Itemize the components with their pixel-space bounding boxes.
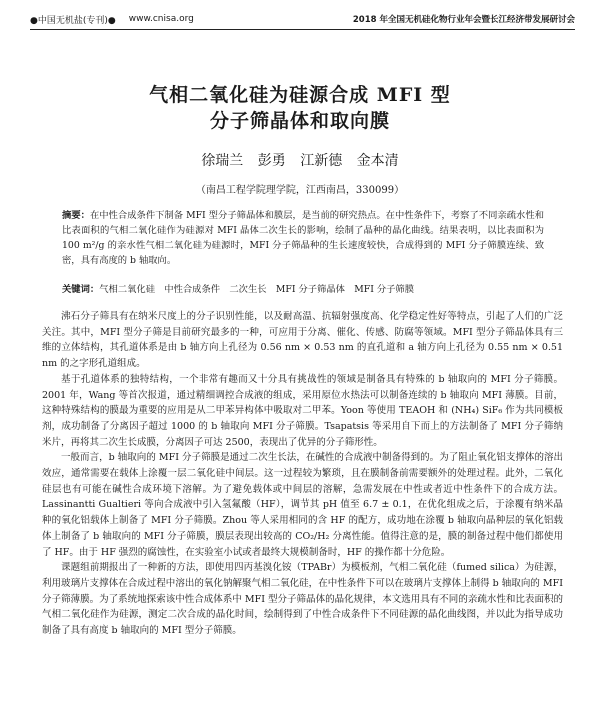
conference-name: 2018 年全国无机硅化物行业年会暨长江经济带发展研讨会 — [352, 15, 575, 25]
abstract-text: 在中性合成条件下制备 MFI 型分子筛晶体和膜层，是当前的研究热点。在中性条件下，考察了不同亲疏水性和比表面积的气相二氧化硅作为硅源对 MFI 晶体二次生长的影响，绘制了晶种的晶化曲线。结果表明，以比表面积为 100 m²/g 的亲水性气相二氧化硅为硅源时，MFI 分子筛晶种的生长速度较快，合成得到的 MFI 分子筛膜连续、致密，具有高度的 b 轴取向。 — [62, 210, 544, 267]
keywords-label: 关键词： — [62, 284, 100, 295]
running-header — [30, 10, 575, 28]
journal-url: www.cnisa.org — [128, 14, 194, 24]
abstract-label: 摘要： — [62, 210, 90, 221]
keywords — [62, 281, 544, 295]
paragraph: 沸石分子筛具有在纳米尺度上的分子识别性能，以及耐高温、抗辐射强度高、化学稳定性好等特点，引起了人们的广泛关注。其中，MFI 型分子筛是目前研究最多的一种，可应用于分离、催化、传感、防腐等领域。MFI 型分子筛晶体具有三维的立体结构，其孔道体系是由 b 轴方向上孔径为 0.56 nm × 0.53 nm 的直孔道和 a 轴方向上孔径为 0.55 nm × 0.51 nm 的之字形孔道组成。 — [42, 311, 563, 370]
journal-name: ●中国无机盐(专刊)● — [30, 15, 116, 26]
abstract — [62, 208, 544, 268]
paper-title-line1: 气相二氧化硅为硅源合成 MFI 型 — [149, 84, 451, 106]
paragraph: 课题组前期报出了一种新的方法，即使用四丙基溴化铵（TPABr）为模板剂，气相二氧化硅（fumed silica）为硅源，利用玻璃片支撑体在合成过程中溶出的氧化钠解聚气相二氧化硅，在中性条件下可以在玻璃片支撑体上制得 b 轴取向的 MFI 分子筛薄膜。为了系统地探索该中性合成体系中 MFI 型分子筛晶体的晶化规律，本文选用具有不同的亲疏水性和比表面积的气相二氧化硅作为硅源，测定二次合成的晶化时间，绘制得到了中性合成条件下不同硅源的晶化曲线图，并以此为指导成功制备了具有高度 b 轴取向的 MFI 型分子筛膜。 — [42, 562, 563, 637]
author-list: 徐瑞兰 彭勇 江新德 金本清 — [201, 153, 399, 169]
paragraph: 基于孔道体系的独特结构，一个非常有趣而又十分具有挑战性的领域是制备具有特殊的 b 轴取向的 MFI 分子筛膜。2001 年，Wang 等首次报道，通过精细调控合成液的组成，采用原位水热法可以制备连续的 b 轴取向 MFI 薄膜。目前，这种特殊结构的膜最为重要的应用是从二甲苯异构体中吸取对二甲苯。Yoon 等使用 TEAOH 和 (NH₄) SiF₆ 作为共同模板剂，成功制备了分离因子超过 1000 的 b 轴取向 MFI 分子筛膜。Tsapatsis 等采用自下而上的方法制备了 MFI 分子筛纳米片，再将其二次生长成膜，分离因子可达 2500，表现出了优异的分子筛形性。 — [42, 373, 563, 448]
journal-info — [30, 13, 194, 26]
keywords-text: 气相二氧化硅 中性合成条件 二次生长 MFI 分子筛晶体 MFI 分子筛膜 — [99, 284, 415, 295]
paragraph: 一般而言，b 轴取向的 MFI 分子筛膜是通过二次生长法，在碱性的合成液中制备得到的。为了阻止氧化铝支撑体的溶出效应，通常需要在载体上涂覆一层二氧化硅中间层。这一过程较为繁琐，且在膜制备前需要额外的处理过程。此外，二氧化硅层也有可能在碱性合成环境下溶解。为了避免载体或中间层的溶解，急需发展在中性或者近中性条件下的合成方法。Lassinantti Gualtieri 等向合成液中引入氢氟酸（HF），调节其 pH 值至 6.7 ± 0.1，在优化组成之后，于涂覆有纳米晶种的氧化铝载体上制备了 MFI 分子筛膜。Zhou 等人采用相同的含 HF 的配方，成功地在涂覆 b 轴取向晶种层的氧化铝载体上制备了 b 轴取向的 MFI 分子筛膜，膜层表现出较高的 CO₂/H₂ 分离性能。值得注意的是，膜的制备过程中他们都使用了 HF。由于 HF 强烈的腐蚀性，在实验室小试或者最终大规模制备时，HF 的操作都十分危险。 — [42, 452, 563, 558]
header-rule — [30, 29, 575, 30]
affiliation: （南昌工程学院理学院，江西南昌，330099） — [195, 185, 405, 196]
body-text — [42, 309, 563, 639]
paper-title-line2: 分子筛晶体和取向膜 — [209, 110, 390, 132]
